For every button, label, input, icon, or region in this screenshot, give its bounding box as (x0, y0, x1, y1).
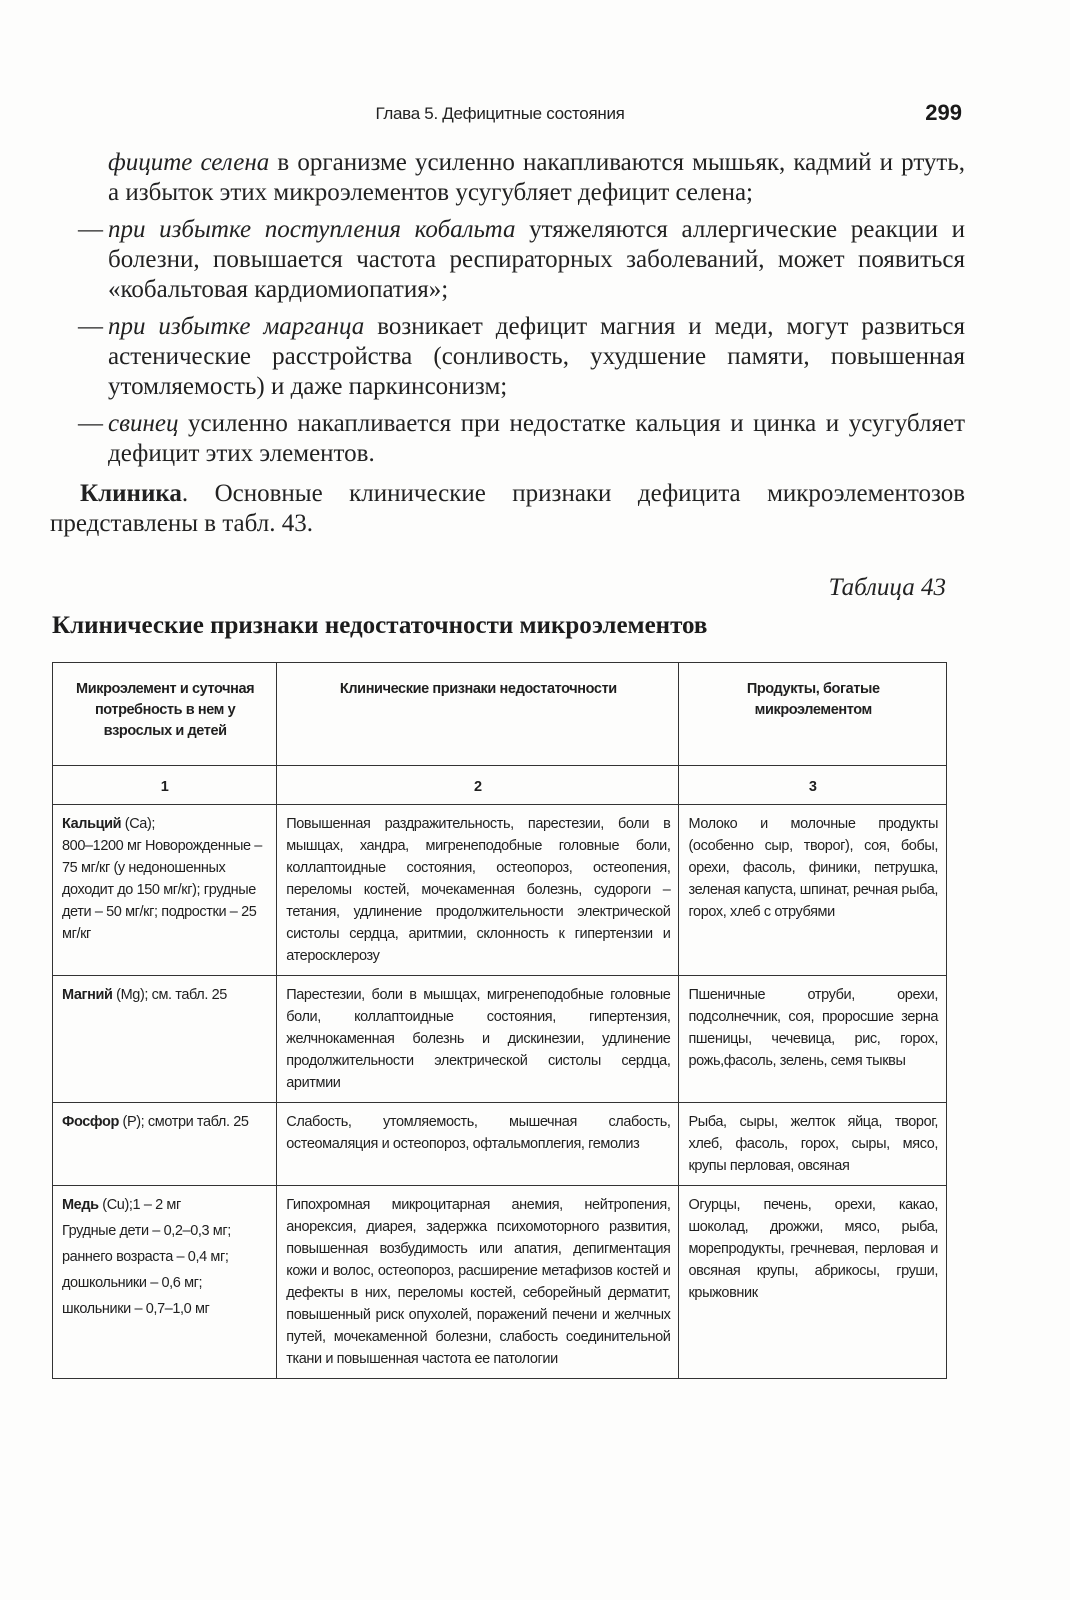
table-header-row (53, 663, 947, 766)
signs-cell: Повышенная раздражительность, парестезии, боли в мышцах, хандра, мигренеподобные головные боли, коллаптоидные состояния, остеопороз, остеопения, переломы костей, мочекаменная болезнь, судороги – тетания, удлинение продолжительности электрической систолы сердца, аритмии, склонность к гипертензии и атеросклерозу (277, 805, 679, 976)
table-row (53, 805, 947, 976)
signs-cell: Парестезии, боли в мышцах, мигренеподобные головные боли, коллаптоидные состояния, гипертензия, желчнокаменная болезнь и дискинезии, удлинение продолжительности электрической систолы сердца, аритмии (277, 976, 679, 1103)
italic-fragment: свинец (108, 410, 179, 437)
continued-paragraph (50, 148, 965, 208)
text-fragment: усиленно накапливается при недостатке кальция и цинка и усугубляет дефицит этих элементов. (108, 410, 965, 467)
element-cell (53, 1103, 277, 1186)
element-cell (53, 805, 277, 976)
column-number: 3 (679, 766, 947, 805)
list-item (50, 312, 965, 402)
requirement-text: Грудные дети – 0,2–0,3 мг; (62, 1223, 231, 1239)
element-name: Магний (62, 987, 113, 1003)
element-name: Кальций (62, 816, 122, 832)
running-title: Глава 5. Дефицитные состояния (375, 104, 625, 123)
text-fragment: утяжеляются аллергические реакции и болезни, повышается частота респираторных заболеваний, может появиться «кобальтовая кардиомиопатия»; (108, 216, 966, 303)
requirement-text: школьники – 0,7–1,0 мг (62, 1301, 210, 1317)
requirement-text: (Mg); см. табл. 25 (112, 987, 227, 1003)
page-number: 299 (925, 100, 962, 125)
foods-cell: Огурцы, печень, орехи, какао, шоколад, дрожжи, мясо, рыба, морепродукты, гречневая, перловая и овсяная крупы, абрикосы, груши, крыжовник (679, 1186, 947, 1379)
table-row (53, 976, 947, 1103)
requirement-text: раннего возраста – 0,4 мг; (62, 1249, 229, 1265)
text-fragment: в организме усиленно накапливаются мышьяк, кадмий и ртуть, а избыток этих микроэлементов усугубляет дефицит селена; (108, 149, 965, 206)
clinic-paragraph (50, 479, 965, 539)
foods-cell: Пшеничные отруби, орехи, подсолнечник, соя, проросшие зерна пшеницы, чечевица, рис, горох, рожь,фасоль, зелень, семя тыквы (679, 976, 947, 1103)
requirement-text: (Cu);1 – 2 мг (98, 1197, 181, 1213)
signs-cell: Слабость, утомляемость, мышечная слабость, остеомаляция и остеопороз, офтальмоплегия, гемолиз (277, 1103, 679, 1186)
list-item (50, 409, 965, 469)
body-text (50, 148, 965, 539)
requirement-text: (Ca); (121, 816, 156, 832)
column-number: 2 (277, 766, 679, 805)
table-title: Клинические признаки недостаточности микроэлементов (52, 612, 708, 639)
text-fragment: возникает дефицит магния и меди, могут развиться астенические расстройства (сонливость, ухудшение памяти, повышенная утомляемость) и даже паркинсонизм; (108, 313, 965, 400)
table-label: Таблица 43 (828, 574, 946, 601)
element-cell (53, 976, 277, 1103)
column-number-row (53, 766, 947, 805)
dash-marker: — (78, 313, 103, 340)
header-cell-signs: Клинические признаки недостаточности (277, 663, 679, 766)
micronutrient-table (52, 662, 947, 1379)
header-cell-element: Микроэлемент и суточная потребность в нем у взрослых и детей (53, 663, 277, 766)
dash-marker: — (78, 216, 103, 243)
signs-cell: Гипохромная микроцитарная анемия, нейтропения, анорексия, диарея, задержка психомоторного развития, повышенная возбудимость или апатия, депигментация кожи и волос, остеопороз, расширение метафизов костей и дефекты в них, переломы костей, себорейный дерматит, повышенный риск опухолей, поражений печени и желчных путей, мочекаменной болезни, слабость соединительной ткани и повышенная частота ее патологии (277, 1186, 679, 1379)
foods-cell: Молоко и молочные продукты (особенно сыр, творог), соя, бобы, орехи, фасоль, финики, петрушка, зеленая капуста, шпинат, речная рыба, горох, хлеб с отрубями (679, 805, 947, 976)
italic-fragment: при избытке марганца (108, 313, 365, 340)
list-item (50, 215, 965, 305)
element-name: Фосфор (62, 1114, 119, 1130)
requirement-text: (P); смотри табл. 25 (118, 1114, 249, 1130)
italic-fragment: при избытке поступления кобальта (108, 216, 516, 243)
table-row (53, 1103, 947, 1186)
element-cell (53, 1186, 277, 1379)
requirement-text: дошкольники – 0,6 мг; (62, 1275, 203, 1291)
italic-fragment: фиците селена (108, 149, 270, 176)
text-fragment: . Основные клинические признаки дефицита микроэлементозов представлены в табл. 43. (50, 480, 965, 537)
bold-fragment: Клиника (80, 480, 182, 507)
table-row (53, 1186, 947, 1379)
column-number: 1 (53, 766, 277, 805)
running-head (0, 100, 1070, 130)
foods-cell: Рыба, сыры, желток яйца, творог, хлеб, фасоль, горох, сыры, мясо, крупы перловая, овсяная (679, 1103, 947, 1186)
dash-marker: — (78, 410, 103, 437)
element-name: Медь (62, 1197, 99, 1213)
header-cell-foods: Продукты, богатые микроэлементом (679, 663, 947, 766)
requirement-text: 800–1200 мг Новорожденные – 75 мг/кг (у недоношенных доходит до 150 мг/кг); грудные дети – 50 мг/кг; подростки – 25 мг/кг (62, 838, 262, 942)
